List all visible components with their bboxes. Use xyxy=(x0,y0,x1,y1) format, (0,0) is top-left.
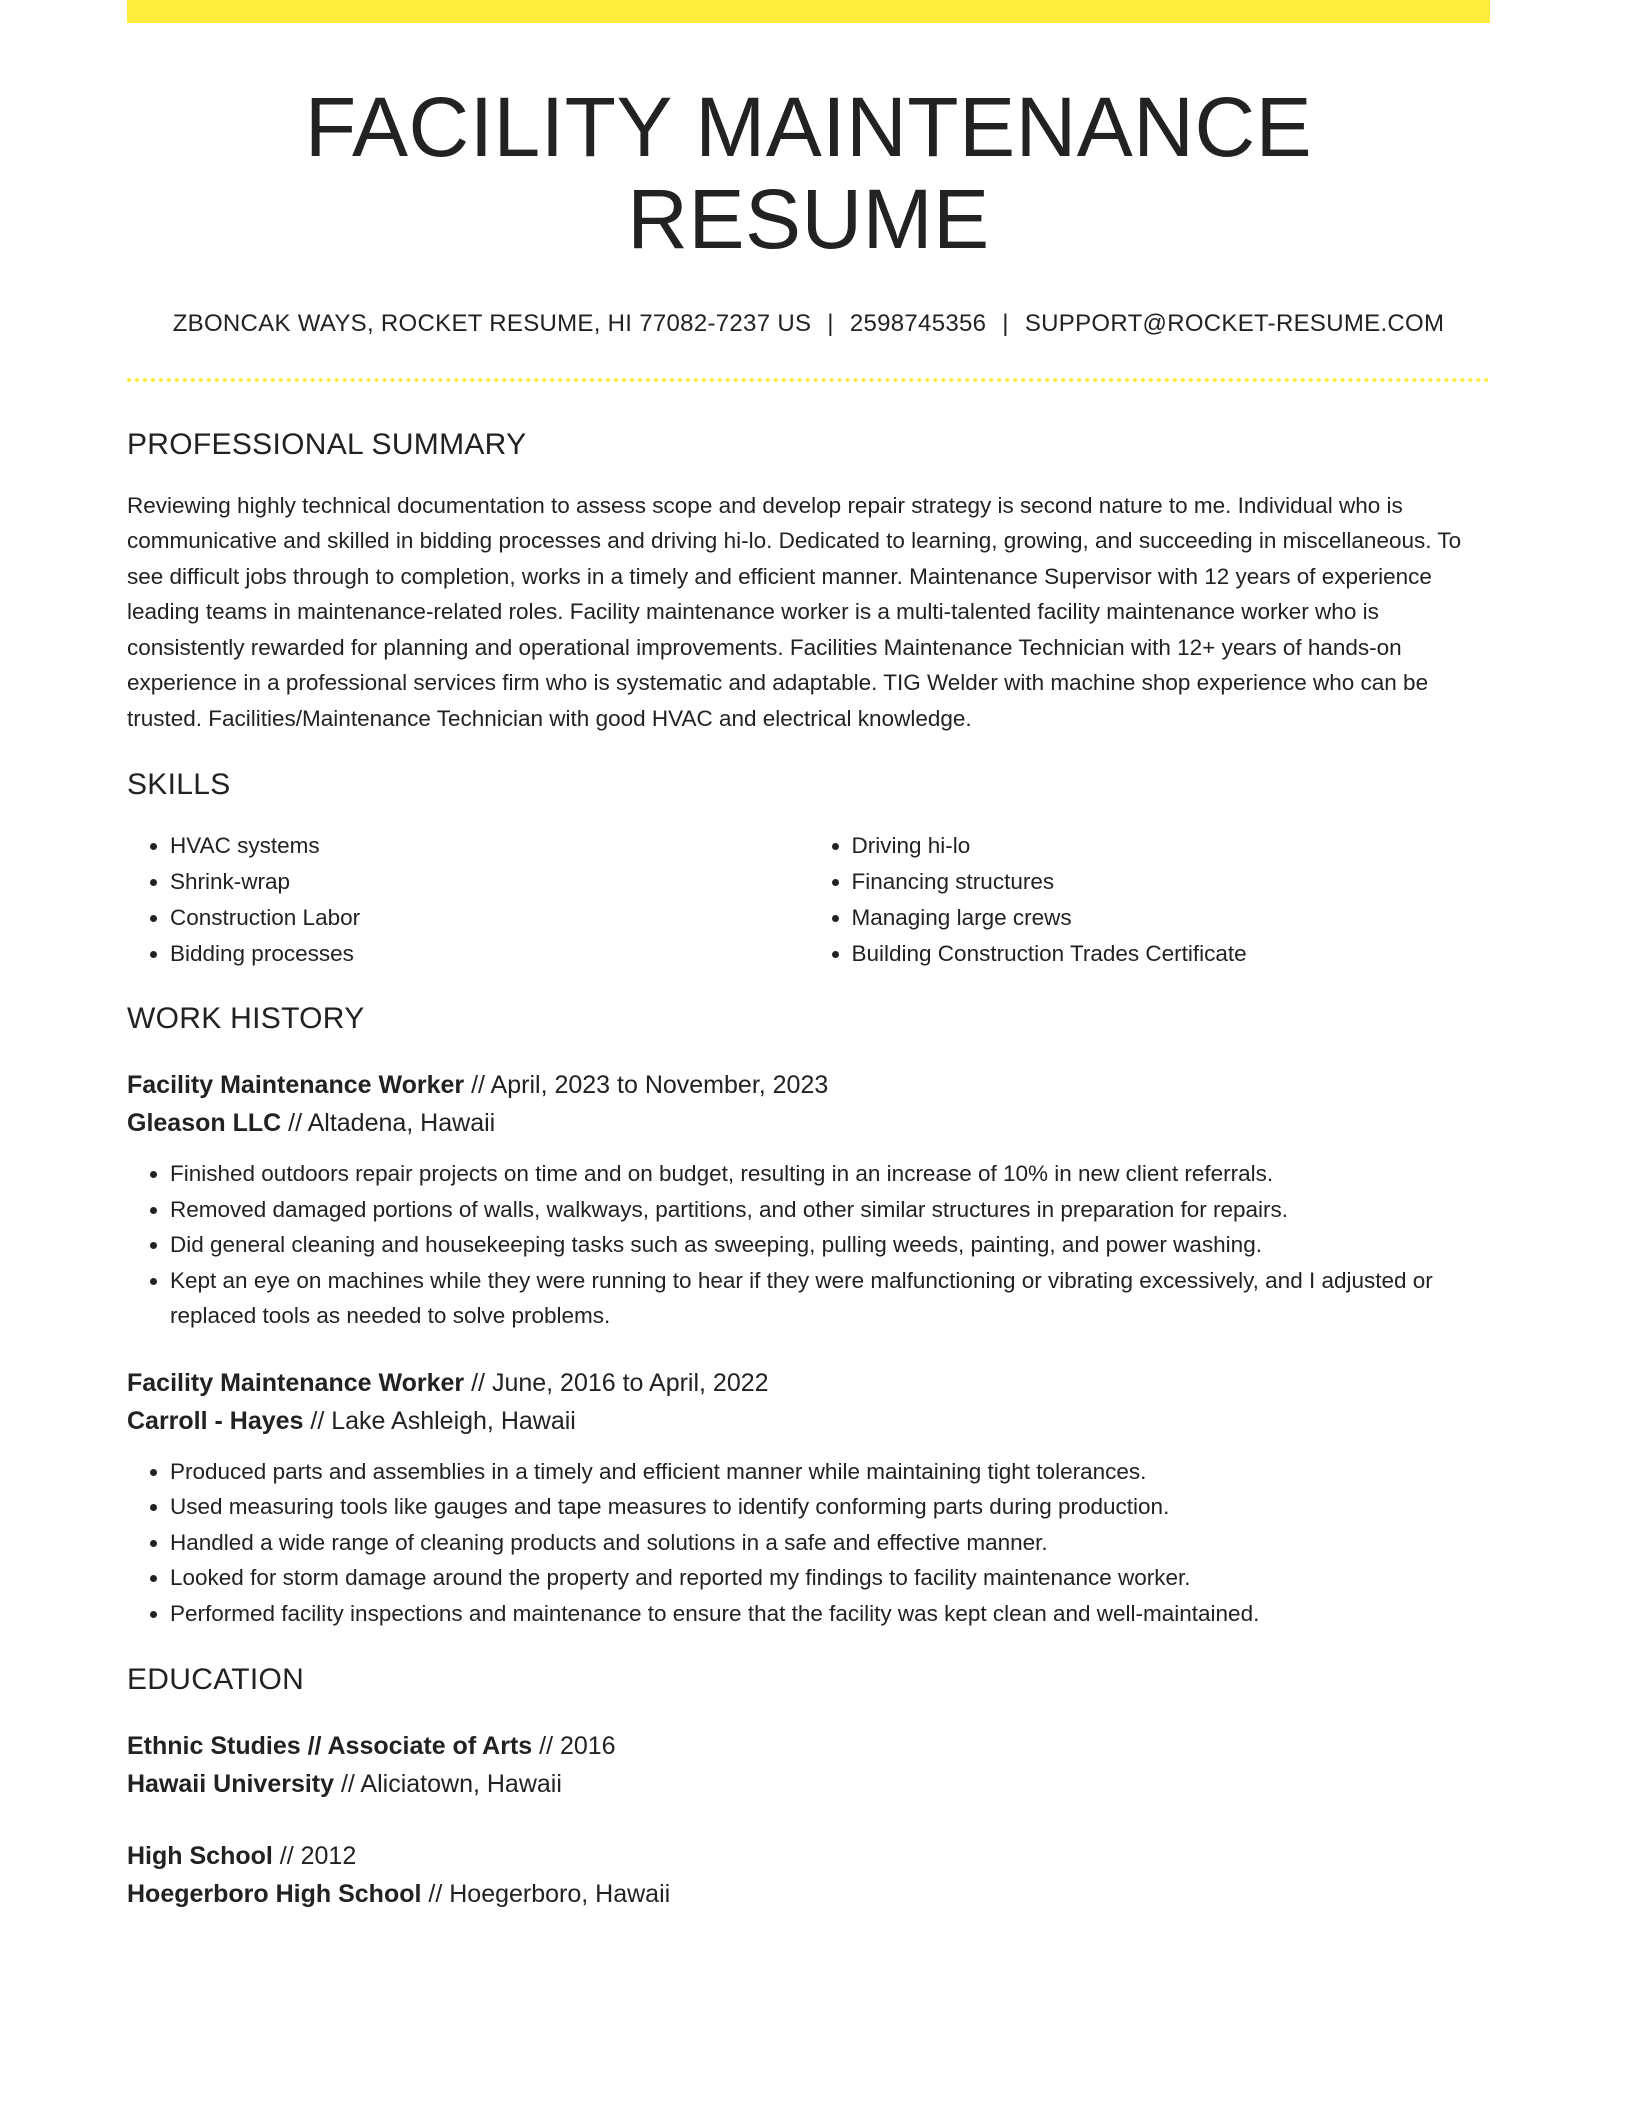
skill-item: • Shrink-wrap xyxy=(170,864,809,900)
job-bullet: • Produced parts and assemblies in a timely and efficient manner while maintaining tight tolerances. xyxy=(170,1454,1490,1490)
company-name: Carroll - Hayes xyxy=(127,1406,304,1435)
education-entry xyxy=(127,1837,1490,1913)
company-line xyxy=(127,1402,1490,1440)
job-bullet: • Finished outdoors repair projects on time and on budget, resulting in an increase of 10% in new client referrals. xyxy=(170,1156,1490,1192)
skills-list xyxy=(127,828,1490,972)
job-bullet: • Removed damaged portions of walls, walkways, partitions, and other similar structures in preparation for repairs. xyxy=(170,1192,1490,1228)
job-dates: // June, 2016 to April, 2022 xyxy=(464,1368,769,1397)
accent-top-bar xyxy=(127,0,1490,23)
school-line xyxy=(127,1765,1490,1803)
job-bullet: • Looked for storm damage around the property and reported my findings to facility maintenance worker. xyxy=(170,1560,1490,1596)
contact-line xyxy=(127,310,1490,338)
job-entry xyxy=(127,1364,1490,1632)
job-bullet: • Kept an eye on machines while they were running to hear if they were malfunctioning or vibrating excessively, and I adjusted or replaced tools as needed to solve problems. xyxy=(170,1263,1490,1334)
job-bullet: • Did general cleaning and housekeeping tasks such as sweeping, pulling weeds, painting, and power washing. xyxy=(170,1227,1490,1263)
contact-email: SUPPORT@ROCKET-RESUME.COM xyxy=(1024,309,1445,337)
skill-item: • Building Construction Trades Certificate xyxy=(852,936,1491,972)
job-entry xyxy=(127,1066,1490,1334)
degree-name: Ethnic Studies // Associate of Arts xyxy=(127,1732,533,1761)
job-title: Facility Maintenance Worker xyxy=(127,1071,465,1100)
contact-separator: | xyxy=(827,309,834,337)
job-bullets xyxy=(127,1156,1490,1334)
job-dates: // April, 2023 to November, 2023 xyxy=(464,1071,829,1100)
degree-line xyxy=(127,1837,1490,1875)
school-location: // Hoegerboro, Hawaii xyxy=(421,1880,671,1909)
company-name: Gleason LLC xyxy=(127,1109,282,1138)
skill-item: • HVAC systems xyxy=(170,828,809,864)
graduation-year: // 2012 xyxy=(272,1842,357,1871)
page-title: FACILITY MAINTENANCE RESUME xyxy=(304,80,1313,267)
company-location: // Lake Ashleigh, Hawaii xyxy=(303,1406,576,1435)
degree-name: High School xyxy=(127,1842,273,1871)
summary-text: Reviewing highly technical documentation to assess scope and develop repair strategy is second nature to me. Individual who is communicative and skilled in bidding processes and driving hi-lo. Dedicated to learning, growing, and succeeding in miscellaneous. To see difficult jobs through to completion, works in a timely and efficient manner. Maintenance Supervisor with 12 years of experience leading teams in maintenance-related roles. Facility maintenance worker is a multi-talented facility maintenance worker who is consistently rewarded for planning and operational improvements. Facilities Maintenance Technician with 12+ years of hands-on experience in a professional services firm who is systematic and adaptable. TIG Welder with machine shop experience who can be trusted. Facilities/Maintenance Technician with good HVAC and electrical knowledge. xyxy=(127,492,1462,731)
graduation-year: // 2016 xyxy=(532,1732,616,1761)
skills-column-left xyxy=(127,828,809,972)
company-line xyxy=(127,1104,1490,1142)
skills-column-right xyxy=(809,828,1491,972)
contact-separator: | xyxy=(1002,309,1009,337)
company-location: // Altadena, Hawaii xyxy=(281,1109,496,1138)
job-bullet: • Handled a wide range of cleaning products and solutions in a safe and effective manner. xyxy=(170,1525,1490,1561)
skill-item: • Construction Labor xyxy=(170,900,809,936)
skill-item: • Managing large crews xyxy=(852,900,1491,936)
school-line xyxy=(127,1875,1490,1913)
resume-content xyxy=(127,23,1490,1913)
contact-phone: 2598745356 xyxy=(849,309,987,337)
degree-line xyxy=(127,1727,1490,1765)
work-history-heading: WORK HISTORY xyxy=(127,1002,365,1036)
job-title-line xyxy=(127,1066,1490,1104)
summary-heading: PROFESSIONAL SUMMARY xyxy=(127,427,527,461)
school-location: // Aliciatown, Hawaii xyxy=(334,1770,562,1799)
education-heading: EDUCATION xyxy=(127,1663,305,1697)
school-name: Hawaii University xyxy=(127,1770,335,1799)
job-bullets xyxy=(127,1454,1490,1632)
job-bullet: • Performed facility inspections and maintenance to ensure that the facility was kept clean and well-maintained. xyxy=(170,1596,1490,1632)
contact-address: ZBONCAK WAYS, ROCKET RESUME, HI 77082-7237 US xyxy=(172,309,812,337)
dotted-divider xyxy=(127,378,1490,382)
education-entry xyxy=(127,1727,1490,1803)
skill-item: • Driving hi-lo xyxy=(852,828,1491,864)
skills-heading: SKILLS xyxy=(127,768,231,802)
job-title-line xyxy=(127,1364,1490,1402)
skill-item: • Financing structures xyxy=(852,864,1491,900)
job-title: Facility Maintenance Worker xyxy=(127,1368,465,1397)
skill-item: • Bidding processes xyxy=(170,936,809,972)
job-bullet: • Used measuring tools like gauges and tape measures to identify conforming parts during production. xyxy=(170,1489,1490,1525)
school-name: Hoegerboro High School xyxy=(127,1880,422,1909)
